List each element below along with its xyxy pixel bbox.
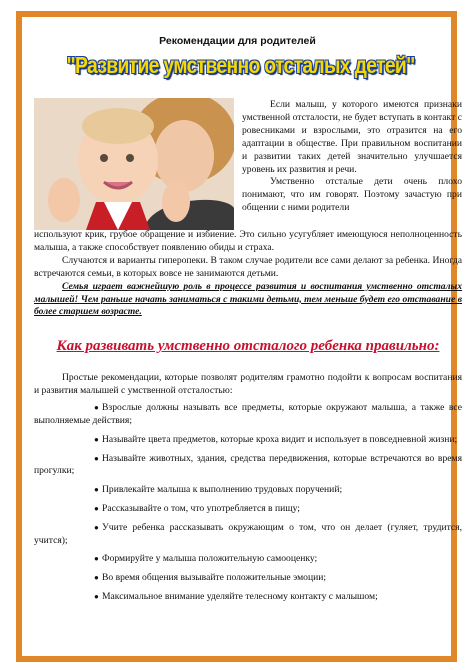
- list-item: ● Называйте цвета предметов, которые кроха видит и использует в повседневной жизни;: [94, 433, 458, 445]
- intro-paragraph-3: Случаются и варианты гиперопеки. В таком случае родители все сами делают за ребенка. Иногда встречаются семьи, в которых вовсе не занимаются детьми.: [34, 254, 462, 279]
- page-title: "Развитие умственно отсталых детей": [66, 52, 415, 78]
- bullet-icon: ●: [94, 522, 99, 532]
- page-subtitle: Рекомендации для родителей: [159, 35, 316, 47]
- intro-right-column: [242, 99, 462, 215]
- list-item: ● Привлекайте малыша к выполнению трудовых поручений;: [94, 484, 343, 496]
- list-item: ● Взрослые должны называть все предметы, которые окружают малыша, а также все выполняемые действия;: [34, 402, 462, 426]
- section-lead: Простые рекомендации, которые позволят родителям грамотно подойти к вопросам воспитания и развития малышей с умственной отсталостью:: [34, 372, 462, 397]
- bullet-icon: ●: [94, 573, 99, 583]
- bullet-icon: ●: [94, 485, 99, 495]
- list-item: ● Называйте животных, здания, средства передвижения, которые встречаются во время прогулки;: [34, 452, 462, 477]
- intro-paragraph-2-top: Умственно отсталые дети очень плохо понимают, что им говорят. Поэтому зачастую при общении с ними родители: [242, 176, 462, 214]
- page-frame: [16, 11, 462, 662]
- list-item: ● Учите ребенка рассказывать окружающим о том, что он делает (гуляет, трудится, учится);: [34, 521, 462, 546]
- bullet-icon: ●: [94, 503, 99, 513]
- photo-illustration: [34, 98, 234, 230]
- photo-mother-and-child: [34, 98, 234, 230]
- bullet-icon: ●: [94, 591, 99, 601]
- list-item: ● Максимальное внимание уделяйте телесному контакту с малышом;: [94, 590, 378, 602]
- bullet-icon: ●: [94, 453, 99, 463]
- list-item: ● Формируйте у малыша положительную самооценку;: [94, 553, 318, 565]
- bullet-icon: ●: [94, 403, 99, 413]
- bullet-icon: ●: [94, 554, 99, 564]
- intro-paragraph-1: Если малыш, у которого имеются признаки умственной отсталости, не будет вступать в контакт с ровесниками и взрослыми, это отразится на его адаптации в обществе. При правильном воспитании и развитии таких детей значительно улучшается уровень их развития и речи.: [242, 99, 462, 175]
- list-item: ● Во время общения вызывайте положительные эмоции;: [94, 572, 327, 584]
- intro-paragraph-2-rest: используют крик, грубое обращение и избиение. Это сильно усугубляет имеющуюся неполноценность малыша, а также способствует появлению обиды и страха.: [34, 229, 462, 253]
- key-statement: Семья играет важнейшую роль в процессе развития и воспитания умственно отсталых малышей! Чем раньше начать заниматься с такими детьми, тем меньше будет его отставание в более старшем возрасте.: [34, 280, 462, 318]
- recommendations-list: [34, 402, 462, 604]
- list-item: ● Рассказывайте о том, что употребляется в пищу;: [94, 502, 300, 514]
- main-text: [34, 229, 462, 610]
- content: [34, 25, 462, 602]
- section-heading: Как развивать умственно отсталого ребенка правильно:: [56, 338, 440, 355]
- bullet-icon: ●: [94, 434, 99, 444]
